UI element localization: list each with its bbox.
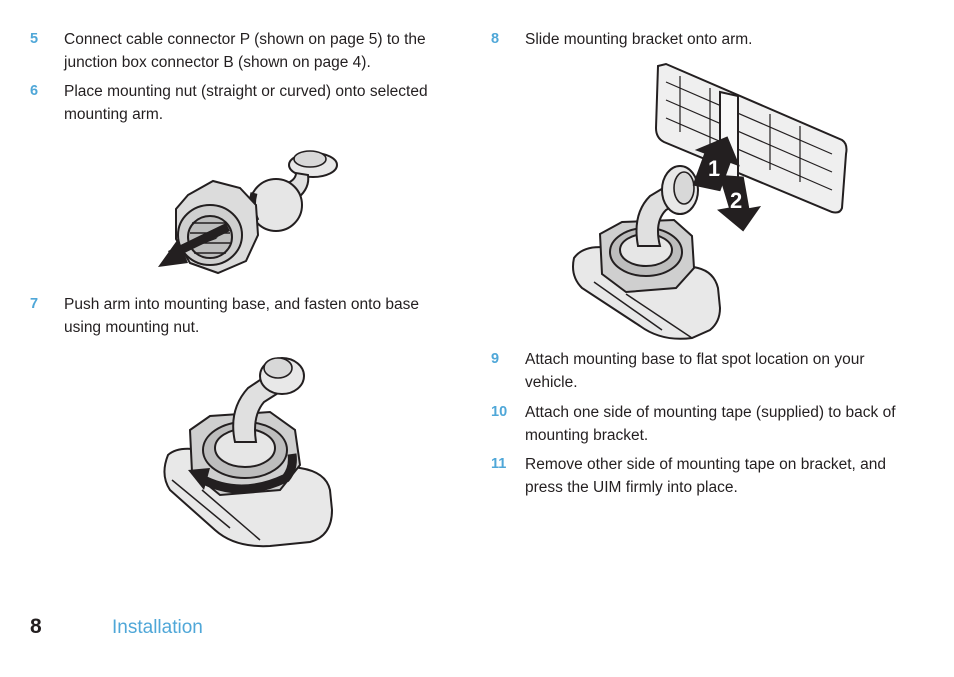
- step-text: Attach one side of mounting tape (supplied) to back of mounting bracket.: [525, 404, 896, 444]
- step-text: Place mounting nut (straight or curved) onto selected mounting arm.: [64, 83, 428, 123]
- step-number: 11: [491, 456, 507, 472]
- bracket-figure: [570, 62, 850, 344]
- mounting-nut-figure: [158, 143, 343, 275]
- step-number: 9: [491, 351, 500, 367]
- step-number: 8: [491, 31, 500, 47]
- step-text: Remove other side of mounting tape on bracket, and press the UIM firmly into place.: [525, 456, 887, 496]
- arrow-label-2: 2: [730, 188, 743, 213]
- step-text: Attach mounting base to flat spot location on your vehicle.: [525, 351, 865, 391]
- step-number: 10: [491, 404, 508, 420]
- step-number: 6: [30, 83, 39, 99]
- step-text: Slide mounting bracket onto arm.: [525, 31, 753, 48]
- step-number: 5: [30, 31, 39, 47]
- step-text: Connect cable connector P (shown on page 5) to the junction box connector B (shown on page 4).: [64, 31, 426, 71]
- mounting-base-figure: [160, 350, 335, 550]
- step-number: 7: [30, 296, 39, 312]
- section-title: Installation: [112, 617, 203, 638]
- arrow-label-1: 1: [708, 156, 721, 181]
- step-text: Push arm into mounting base, and fasten onto base using mounting nut.: [64, 296, 420, 336]
- page-number: 8: [30, 615, 42, 638]
